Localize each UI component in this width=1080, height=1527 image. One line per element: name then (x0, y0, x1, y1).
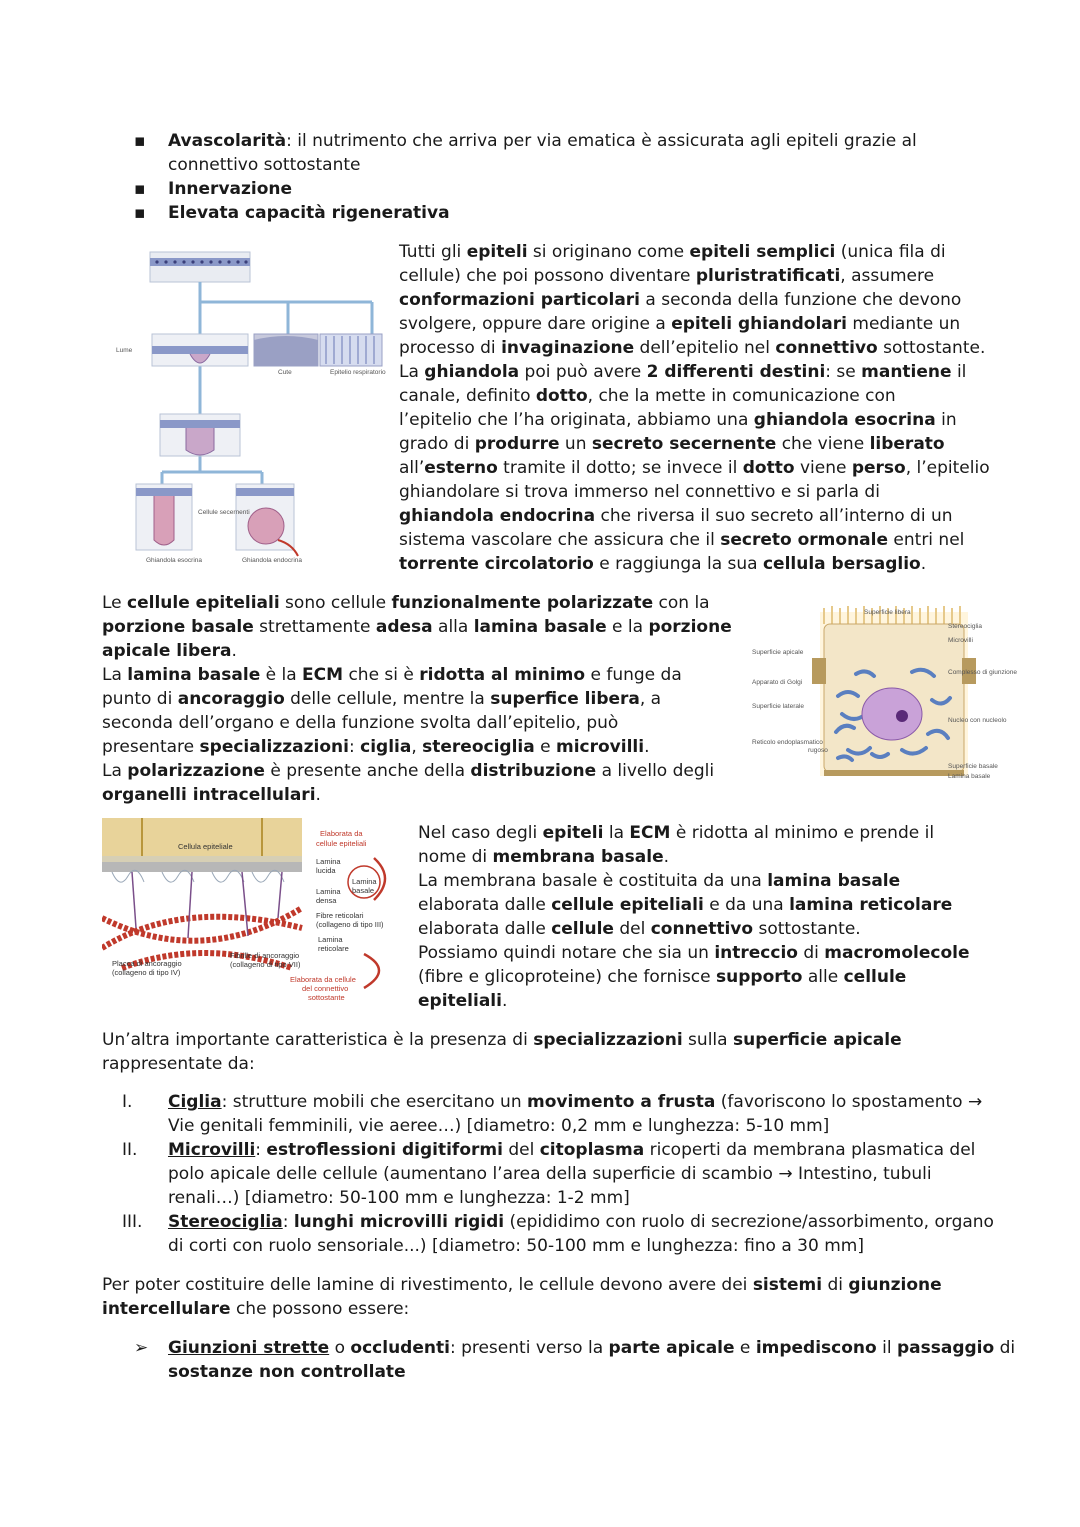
text-segment: La (102, 665, 128, 685)
text-segment: punto di (102, 689, 178, 709)
figure-label: Microvilli (948, 637, 973, 644)
text-segment: rappresentate da: (102, 1054, 255, 1074)
text-segment: sottostante. (753, 919, 861, 939)
text-segment: sottostante. (877, 338, 986, 358)
text-segment: esterno (424, 458, 498, 478)
paragraph-junctions (102, 1273, 1022, 1321)
text-segment: alla (432, 617, 474, 637)
basement-membrane-figure (102, 818, 408, 1004)
text-segment: Un’altra importante caratteristica è la presenza di (102, 1030, 534, 1050)
text-segment: viene (794, 458, 852, 478)
text-segment: : se (825, 362, 862, 382)
figure-label: Stereociglia (948, 623, 982, 630)
paragraph-cell-polarization (102, 591, 742, 807)
text-segment: di (797, 943, 825, 963)
text-segment: (favoriscono lo spostamento → (715, 1092, 983, 1112)
text-segment: l’epitelio che l’ha originata, abbiamo una (399, 410, 754, 430)
text-segment: distribuzione (470, 761, 597, 781)
text-segment: canale, definito (399, 386, 536, 406)
text-segment: lunghi microvilli rigidi (293, 1212, 505, 1232)
figure-label: cellule epiteliali (316, 839, 367, 848)
text-segment: movimento a frusta (527, 1092, 716, 1112)
list-item (102, 1210, 1022, 1258)
text-segment: e (734, 1338, 756, 1358)
text-segment: . (315, 785, 321, 805)
figure-label: Lamina (316, 887, 341, 896)
text-segment: dotto (535, 386, 588, 406)
text-segment: cellula bersaglio (762, 554, 921, 574)
text-segment: e funge da (585, 665, 682, 685)
figure-label: Reticolo endoplasmatico (752, 739, 823, 746)
text-segment: membrana basale (492, 847, 664, 867)
text-segment: epiteli (542, 823, 604, 843)
text-segment: microvilli (556, 737, 645, 757)
text-segment: Innervazione (168, 179, 293, 199)
paragraph-apical-specializations (102, 1028, 1022, 1076)
text-segment: la (603, 823, 630, 843)
text-segment: strettamente (253, 617, 376, 637)
gland-development-diagram (102, 244, 386, 568)
text-segment: I. (122, 1092, 133, 1112)
text-segment: Possiamo quindi notare che sia un (418, 943, 715, 963)
text-segment: è la (260, 665, 303, 685)
figure-label: Fibre reticolari (316, 911, 364, 920)
figure-label: del connettivo (302, 984, 349, 993)
junctions-list (102, 1336, 1022, 1384)
text-segment: Per poter costituire delle lamine di rivestimento, le cellule devono avere dei (102, 1275, 753, 1295)
text-segment: Ciglia (168, 1092, 222, 1112)
figure-label: Epitelio respiratorio (330, 369, 386, 376)
text-segment: sostanze non controllate (168, 1362, 406, 1382)
text-segment: pluristratificati (695, 266, 841, 286)
text-segment: che possono essere: (230, 1299, 410, 1319)
text-segment: il (876, 1338, 897, 1358)
figure-label: reticolare (318, 944, 349, 953)
text-segment: ECM (302, 665, 344, 685)
figure-label: Superficie libera (864, 609, 911, 616)
text-segment: . (920, 554, 927, 574)
text-segment: mediante un (846, 314, 961, 334)
text-segment: cellule epiteliali (551, 895, 704, 915)
text-segment: connettivo (775, 338, 878, 358)
text-segment: si originano come (527, 242, 690, 262)
text-segment: entri nel (888, 530, 965, 550)
text-segment: Stereociglia (168, 1212, 283, 1232)
text-segment: produrre (474, 434, 560, 454)
text-segment: II. (122, 1140, 138, 1160)
text-segment: , che la mette in comunicazione con (587, 386, 896, 406)
text-segment: epiteli (466, 242, 528, 262)
figure-label: Nucleo con nucleolo (948, 717, 1007, 724)
text-segment: . (663, 847, 669, 867)
text-segment: è presente anche della (264, 761, 471, 781)
text-segment: dell’epitelio nel (634, 338, 776, 358)
text-segment: La membrana basale è costituita da una (418, 871, 768, 891)
text-segment: funzionalmente polarizzate (391, 593, 654, 613)
text-segment: stereociglia (422, 737, 535, 757)
figure-label: Lamina (318, 935, 343, 944)
text-segment: lamina basale (473, 617, 607, 637)
list-item (102, 177, 1002, 201)
figure-label: sottostante (308, 993, 345, 1002)
text-segment: . (501, 991, 508, 1011)
text-segment: porzione basale (102, 617, 254, 637)
text-segment: con la (653, 593, 710, 613)
text-segment: La (399, 362, 425, 382)
text-segment: epiteli ghiandolari (671, 314, 847, 334)
text-segment: lamina basale (127, 665, 261, 685)
text-segment: ghiandola esocrina (753, 410, 936, 430)
text-segment: che si è (343, 665, 420, 685)
text-segment: ciglia (360, 737, 412, 757)
text-segment: , assumere (840, 266, 935, 286)
figure-label: Cellula epiteliale (178, 842, 233, 851)
text-segment: (unica fila di (835, 242, 946, 262)
text-segment: : (282, 1212, 294, 1232)
text-segment: polarizzazione (127, 761, 265, 781)
list-item (102, 201, 1002, 225)
text-segment: un (559, 434, 592, 454)
text-segment: lamina basale (767, 871, 901, 891)
text-segment: III. (122, 1212, 143, 1232)
figure-label: Ghiandola esocrina (146, 557, 203, 564)
text-segment: cellule) che poi possono diventare (399, 266, 696, 286)
figure-label: Lamina (352, 877, 377, 886)
text-segment: ghiandola endocrina (399, 506, 596, 526)
epithelial-cell-diagram (752, 604, 1022, 784)
text-segment: specializzazioni (199, 737, 349, 757)
text-segment: ancoraggio (177, 689, 285, 709)
specializations-list (102, 1090, 1022, 1258)
text-segment: Microvilli (168, 1140, 256, 1160)
list-item (102, 1138, 1022, 1210)
figure-label: (collageno di tipo VII) (230, 960, 301, 969)
text-segment: . (644, 737, 650, 757)
text-segment: tramite il dotto; se invece il (497, 458, 743, 478)
text-segment: adesa (375, 617, 433, 637)
text-segment: epiteli semplici (689, 242, 836, 262)
text-segment: passaggio (896, 1338, 995, 1358)
text-segment: parte apicale (608, 1338, 735, 1358)
text-segment: delle cellule, mentre la (284, 689, 491, 709)
paragraph-epithelia-origin (399, 240, 999, 576)
text-segment: Vie genitali femminili, vie aeree…) [diametro: 0,2 mm e lunghezza: 5-10 mm] (168, 1116, 830, 1136)
text-segment: intercellulare (102, 1299, 231, 1319)
text-segment: cellule (551, 919, 614, 939)
text-segment: poi può avere (519, 362, 647, 382)
text-segment: Le (102, 593, 128, 613)
gland-development-figure (102, 244, 386, 568)
text-segment: 2 differenti destini (646, 362, 826, 382)
figure-label: Cute (278, 369, 292, 376)
list-item (102, 1090, 1022, 1138)
text-segment: Elevata capacità rigenerativa (168, 203, 450, 223)
text-segment: apicale libera (102, 641, 232, 661)
figure-label: Superficie laterale (752, 703, 805, 710)
text-segment: sulla (682, 1030, 733, 1050)
text-segment: superfice libera (490, 689, 640, 709)
figure-label: Fibrille di ancoraggio (230, 951, 300, 960)
text-segment: grado di (399, 434, 475, 454)
text-segment: , a (639, 689, 662, 709)
text-segment: : il nutrimento che arriva per via ematica è assicurata agli epiteli grazie al (286, 131, 917, 151)
text-segment: mantiene (861, 362, 952, 382)
text-segment: connettivo sottostante (168, 155, 361, 175)
text-segment: secreto secernente (591, 434, 777, 454)
paragraph-basement-membrane (418, 821, 1018, 1013)
text-segment: : strutture mobili che esercitano un (221, 1092, 527, 1112)
text-segment: ghiandola (424, 362, 520, 382)
figure-label: rugoso (808, 747, 828, 754)
text-segment: sono cellule (279, 593, 392, 613)
text-segment: e da una (703, 895, 790, 915)
text-segment: processo di (399, 338, 502, 358)
list-item (102, 129, 1002, 177)
figure-label: Placca di ancoraggio (112, 959, 182, 968)
text-segment: sistemi (752, 1275, 823, 1295)
text-segment: presentare (102, 737, 200, 757)
text-segment: renali…) [diametro: 50-100 mm e lunghezza: 1-2 mm] (168, 1188, 630, 1208)
text-segment: estroflessioni digitiformi (266, 1140, 503, 1160)
text-segment: elaborata dalle (418, 919, 552, 939)
text-segment: : presenti verso la (449, 1338, 609, 1358)
figure-label: (collageno di tipo IV) (112, 968, 181, 977)
text-segment: sistema vascolare che assicura che il (399, 530, 721, 550)
text-segment: : (255, 1140, 267, 1160)
text-segment: e (534, 737, 556, 757)
text-segment: in (935, 410, 957, 430)
text-segment: è ridotta al minimo e prende il (670, 823, 935, 843)
text-segment: secreto ormonale (720, 530, 889, 550)
text-segment: : (348, 737, 361, 757)
figure-label: (collageno di tipo III) (316, 920, 384, 929)
text-segment: , (411, 737, 423, 757)
text-segment: impediscono (755, 1338, 877, 1358)
text-segment: alle (802, 967, 844, 987)
top-bullet-list (102, 129, 1002, 225)
text-segment: ECM (629, 823, 671, 843)
figure-label: Superficie basale (948, 763, 998, 770)
text-segment: Giunzioni strette (168, 1338, 330, 1358)
text-segment: organelli intracellulari (102, 785, 316, 805)
text-segment: di (994, 1338, 1016, 1358)
text-segment: di corti con ruolo sensoriale...) [diametro: 50-100 mm e lunghezza: fino a 30 mm] (168, 1236, 864, 1256)
text-segment: , l’epitelio (905, 458, 990, 478)
text-segment: di (822, 1275, 849, 1295)
figure-label: Lume (116, 347, 133, 354)
figure-label: lucida (316, 866, 336, 875)
figure-label: Ghiandola endocrina (242, 557, 302, 564)
square-bullet-icon: ▪ (134, 179, 146, 199)
text-segment: cellule epiteliali (127, 593, 280, 613)
text-segment: polo apicale delle cellule (aumentano l’area della superficie di scambio → Intestino, tubuli (168, 1164, 932, 1184)
arrow-bullet-icon: ➢ (134, 1338, 149, 1358)
text-segment: giunzione (848, 1275, 942, 1295)
text-segment: e la (606, 617, 649, 637)
text-segment: . (231, 641, 237, 661)
text-segment: ghiandolare si trova immerso nel connettivo e si parla di (399, 482, 880, 502)
text-segment: specializzazioni (533, 1030, 683, 1050)
text-segment: cellule (843, 967, 907, 987)
text-segment: del (502, 1140, 540, 1160)
text-segment: citoplasma (539, 1140, 645, 1160)
square-bullet-icon: ▪ (134, 131, 146, 151)
figure-label: Elaborata da (320, 829, 363, 838)
figure-label: Complesso di giunzione (948, 669, 1018, 676)
figure-label: Lamina (316, 857, 341, 866)
figure-label: Apparato di Golgi (752, 679, 803, 686)
text-segment: liberato (869, 434, 945, 454)
text-segment: ridotta al minimo (419, 665, 586, 685)
text-segment: Nel caso degli (418, 823, 543, 843)
text-segment: elaborata dalle (418, 895, 552, 915)
list-item (102, 1336, 1022, 1384)
text-segment: invaginazione (501, 338, 635, 358)
text-segment: epiteliali (418, 991, 502, 1011)
text-segment: occludenti (350, 1338, 450, 1358)
text-segment: che viene (776, 434, 870, 454)
text-segment: Avascolarità (168, 131, 287, 151)
text-segment: nome di (418, 847, 493, 867)
text-segment: a livello degli (596, 761, 715, 781)
figure-label: Cellule secernenti (198, 509, 250, 516)
figure-label: Elaborata da cellule (290, 975, 356, 984)
figure-label: densa (316, 896, 337, 905)
text-segment: perso (851, 458, 906, 478)
text-segment: La (102, 761, 128, 781)
text-segment: intreccio (714, 943, 798, 963)
figure-label: Superficie apicale (752, 649, 804, 656)
figure-label: basale (352, 886, 375, 895)
text-segment: del (613, 919, 651, 939)
text-segment: che riversa il suo secreto all’interno di un (595, 506, 953, 526)
text-segment: il (951, 362, 967, 382)
text-segment: all’ (399, 458, 425, 478)
text-segment: seconda dell’organo e della funzione svolta dall’epitelio, può (102, 713, 619, 733)
basement-membrane-diagram (102, 818, 408, 1004)
text-segment: ricoperti da membrana plasmatica del (644, 1140, 976, 1160)
text-segment: (epididimo con ruolo di secrezione/assorbimento, organo (504, 1212, 994, 1232)
text-segment: torrente circolatorio (399, 554, 594, 574)
text-segment: (fibre e glicoproteine) che fornisce (418, 967, 717, 987)
text-segment: svolgere, oppure dare origine a (399, 314, 672, 334)
text-segment: Tutti gli (399, 242, 467, 262)
text-segment: conformazioni particolari (399, 290, 640, 310)
text-segment: macromolecole (824, 943, 970, 963)
figure-label: Lamina basale (948, 773, 991, 780)
text-segment: a seconda della funzione che devono (640, 290, 962, 310)
text-segment: superficie apicale (732, 1030, 902, 1050)
text-segment: o (329, 1338, 351, 1358)
text-segment: lamina reticolare (789, 895, 953, 915)
epithelial-cell-figure (752, 604, 1022, 784)
square-bullet-icon: ▪ (134, 203, 146, 223)
text-segment: connettivo (650, 919, 754, 939)
text-segment: dotto (742, 458, 795, 478)
text-segment: e raggiunga la sua (593, 554, 763, 574)
text-segment: porzione (648, 617, 732, 637)
text-segment: supporto (716, 967, 803, 987)
